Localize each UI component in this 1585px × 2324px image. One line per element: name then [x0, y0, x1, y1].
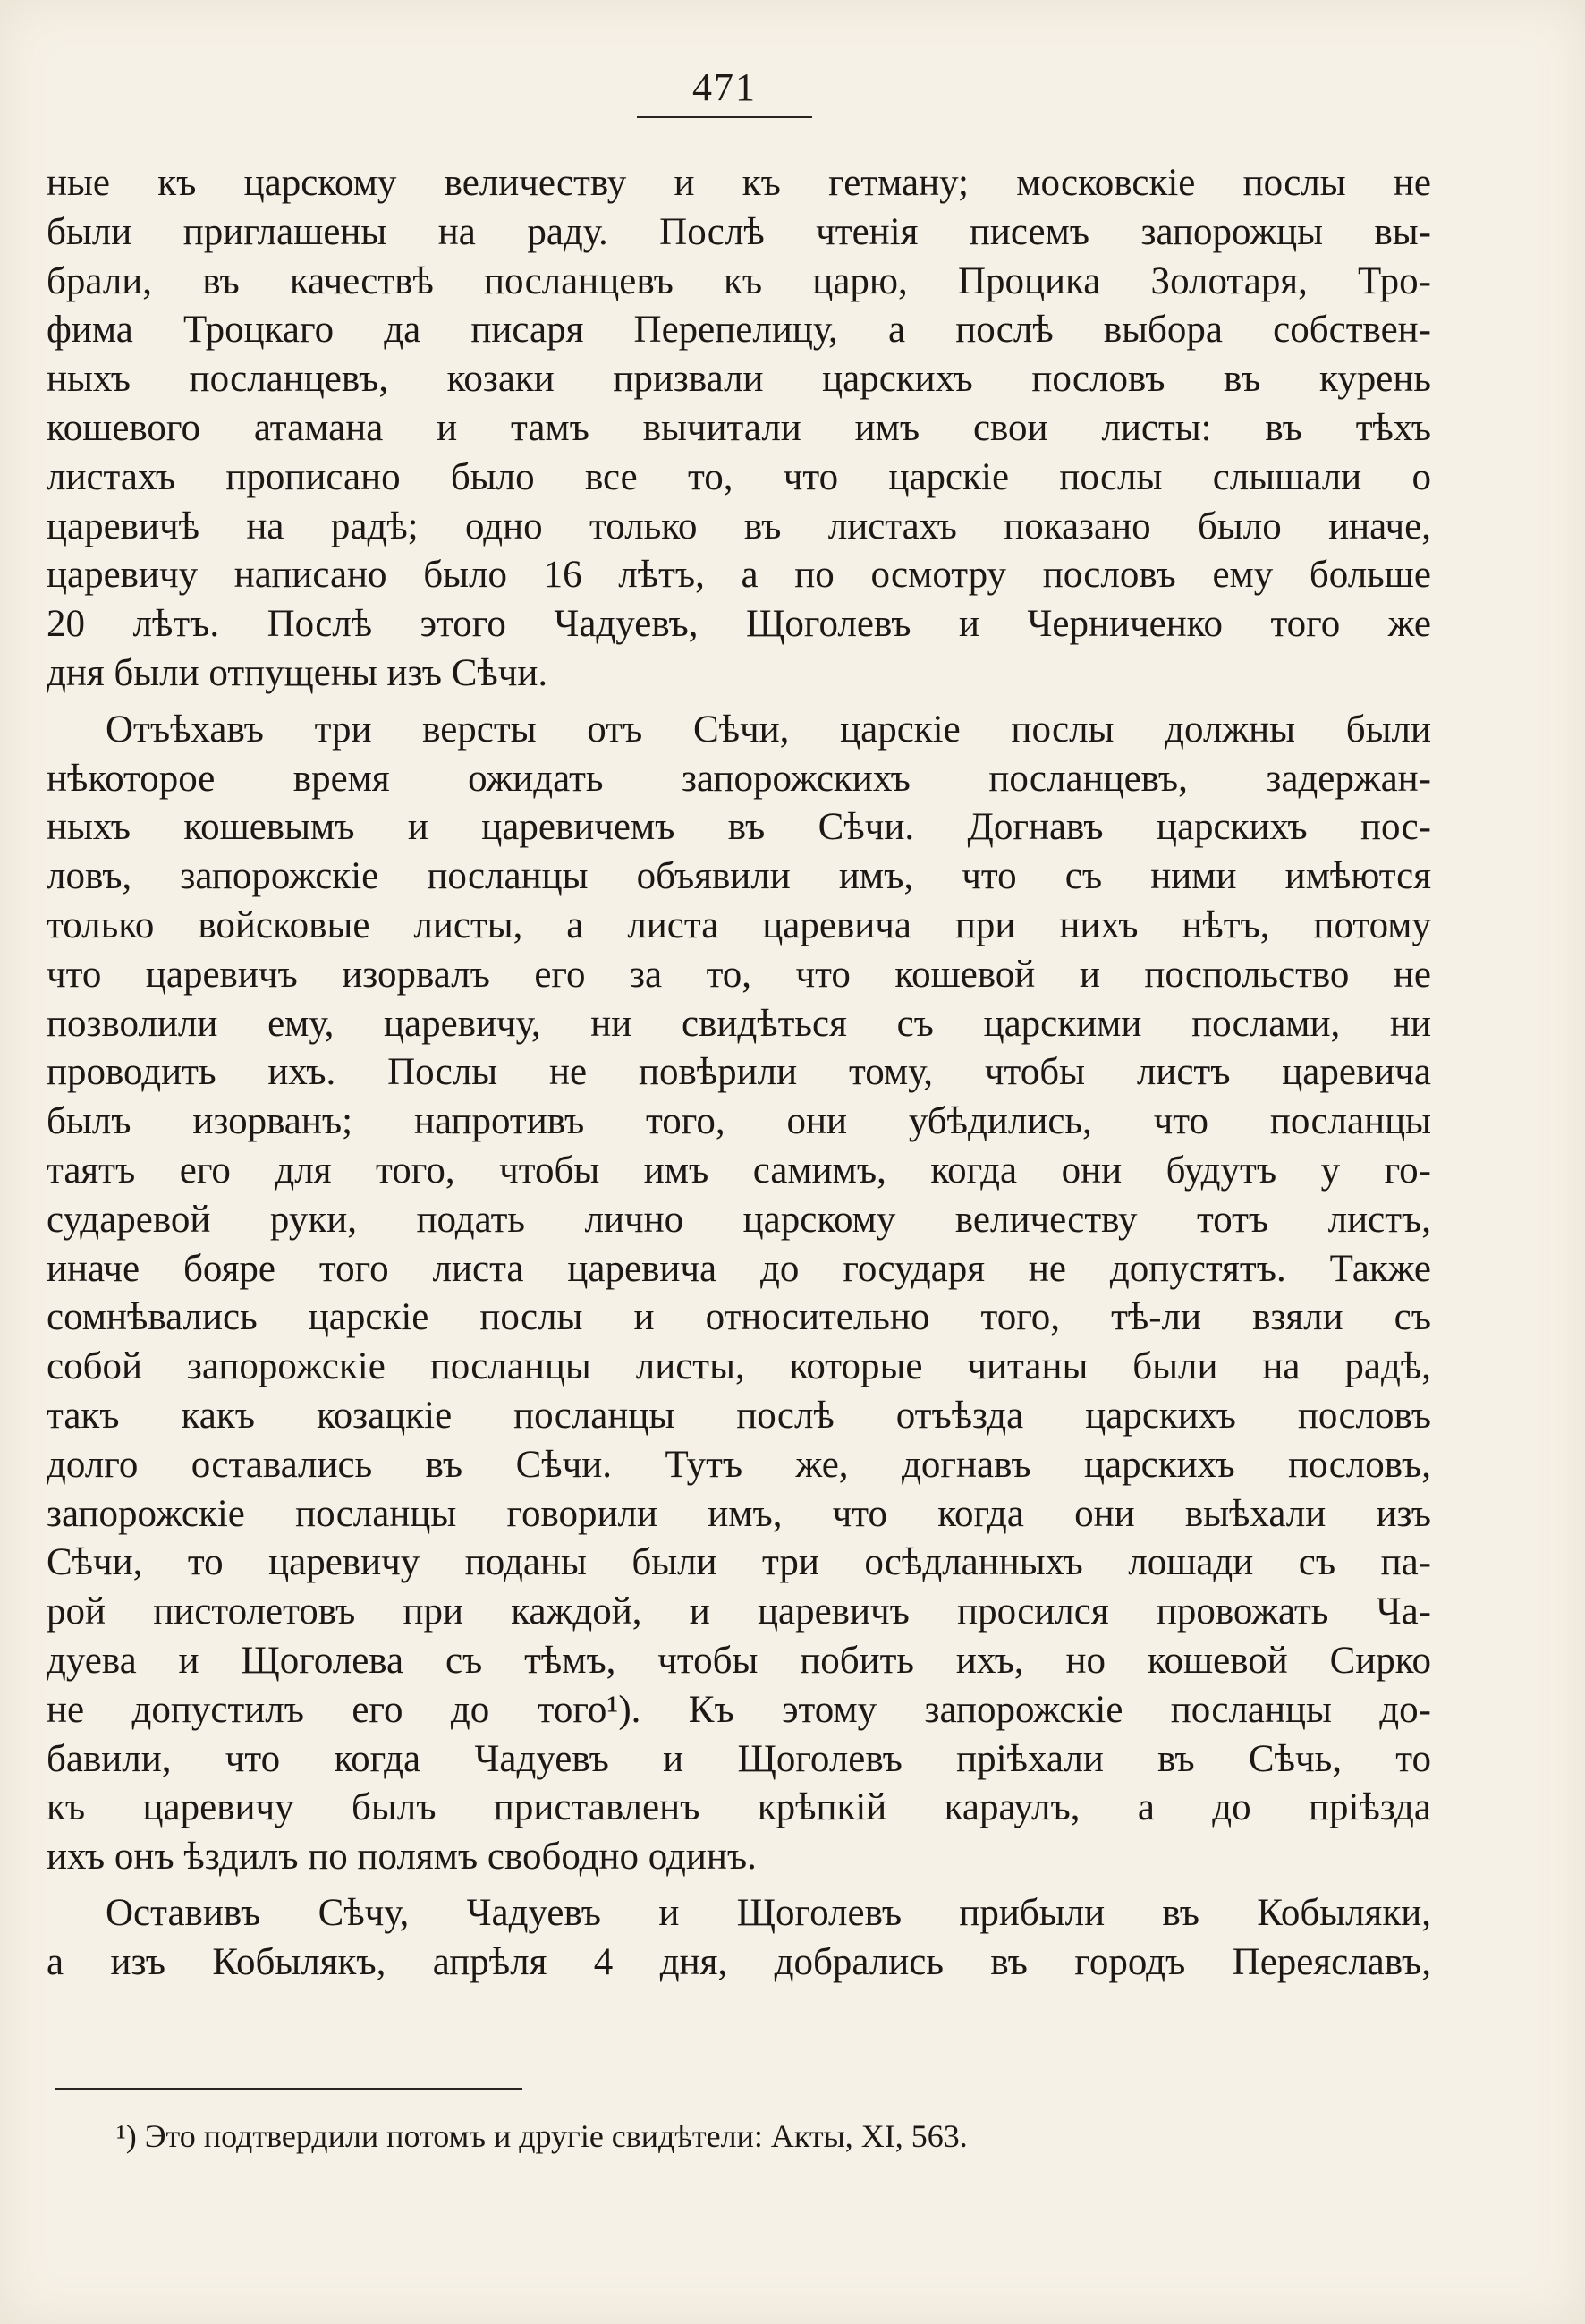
text-line: царевичѣ на радѣ; одно только въ листахъ показано было иначе,: [47, 505, 1431, 547]
text-line: таятъ его для того, чтобы имъ самимъ, когда они будутъ у го-: [47, 1149, 1431, 1192]
text-line: рой пистолетовъ при каждой, и царевичъ просился провожать Ча-: [47, 1590, 1431, 1633]
text-line: ные къ царскому величеству и къ гетману; московскіе послы не: [47, 162, 1431, 204]
paragraph: [47, 706, 1431, 1882]
text-line: что царевичъ изорвалъ его за то, что кошевой и поспольство не: [47, 953, 1431, 996]
page-number-rule: [637, 116, 812, 118]
text-line: такъ какъ козацкіе посланцы послѣ отъѣзда царскихъ пословъ: [47, 1394, 1431, 1437]
body-text: [47, 159, 1431, 1987]
text-line: брали, въ качествѣ посланцевъ къ царю, Процика Золотаря, Тро-: [47, 259, 1431, 302]
text-line: позволили ему, царевичу, ни свидѣться съ царскими послами, ни: [47, 1002, 1431, 1045]
text-line: бавили, что когда Чадуевъ и Щоголевъ пріѣхали въ Сѣчь, то: [47, 1737, 1431, 1780]
text-line: Оставивъ Сѣчу, Чадуевъ и Щоголевъ прибыли въ Кобыляки,: [106, 1891, 1431, 1934]
footnote-rule: [55, 2088, 522, 2090]
footnote-marker: ¹): [116, 2118, 137, 2154]
paragraph: [47, 1889, 1431, 1988]
page-number: 471: [692, 65, 757, 109]
text-line: были приглашены на раду. Послѣ чтенія писемъ запорожцы вы-: [47, 210, 1431, 253]
text-line: къ царевичу былъ приставленъ крѣпкій караулъ, а до пріѣзда: [47, 1786, 1431, 1829]
text-line: не допустилъ его до того¹). Къ этому запорожскіе посланцы до-: [47, 1688, 1431, 1731]
footnote-text: Это подтвердили потомъ и другіе свидѣтели: Акты, XI, 563.: [144, 2118, 968, 2154]
text-line: дня были отпущены изъ Сѣчи.: [47, 651, 548, 694]
paragraph: [47, 159, 1431, 699]
text-line: былъ изорванъ; напротивъ того, они убѣдились, что посланцы: [47, 1100, 1431, 1143]
text-line: фима Троцкаго да писаря Перепелицу, а послѣ выбора собствен-: [47, 309, 1431, 352]
text-line: долго оставались въ Сѣчи. Тутъ же, догнавъ царскихъ пословъ,: [47, 1443, 1431, 1486]
text-line: 20 лѣтъ. Послѣ этого Чадуевъ, Щоголевъ и Черниченко того же: [47, 603, 1431, 646]
text-line: Отъѣхавъ три версты отъ Сѣчи, царскіе послы должны были: [106, 708, 1431, 751]
text-line: собой запорожскіе посланцы листы, которые читаны были на радѣ,: [47, 1345, 1431, 1388]
text-line: ныхъ кошевымъ и царевичемъ въ Сѣчи. Догнавъ царскихъ пос-: [47, 806, 1431, 849]
text-line: сударевой руки, подать лично царскому величеству тотъ листъ,: [47, 1198, 1431, 1241]
text-line: Сѣчи, то царевичу поданы были три осѣдланныхъ лошади съ па-: [47, 1541, 1431, 1584]
text-line: листахъ прописано было все то, что царскіе послы слышали о: [47, 455, 1431, 498]
text-line: проводить ихъ. Послы не повѣрили тому, чтобы листъ царевича: [47, 1051, 1431, 1094]
text-line: дуева и Щоголева съ тѣмъ, чтобы побить ихъ, но кошевой Сирко: [47, 1639, 1431, 1682]
text-line: ныхъ посланцевъ, козаки призвали царскихъ пословъ въ курень: [47, 358, 1431, 401]
text-line: сомнѣвались царскіе послы и относительно того, тѣ-ли взяли съ: [47, 1296, 1431, 1339]
text-line: только войсковые листы, а листа царевича при нихъ нѣтъ, потому: [47, 903, 1431, 946]
text-line: царевичу написано было 16 лѣтъ, а по осмотру пословъ ему больше: [47, 554, 1431, 597]
text-line: а изъ Кобылякъ, апрѣля 4 дня, добрались въ городъ Переяславъ,: [47, 1940, 1431, 1983]
text-line: нѣкоторое время ожидать запорожскихъ посланцевъ, задержан-: [47, 757, 1431, 800]
text-line: ихъ онъ ѣздилъ по полямъ свободно одинъ.: [47, 1836, 757, 1879]
text-line: кошевого атамана и тамъ вычитали имъ свои листы: въ тѣхъ: [47, 406, 1431, 449]
footnote: [116, 2115, 1279, 2158]
text-line: иначе бояре того листа царевича до государя не допустятъ. Также: [47, 1247, 1431, 1290]
text-line: запорожскіе посланцы говорили имъ, что когда они выѣхали изъ: [47, 1492, 1431, 1535]
text-line: ловъ, запорожскіе посланцы объявили имъ, что съ ними имѣются: [47, 855, 1431, 898]
